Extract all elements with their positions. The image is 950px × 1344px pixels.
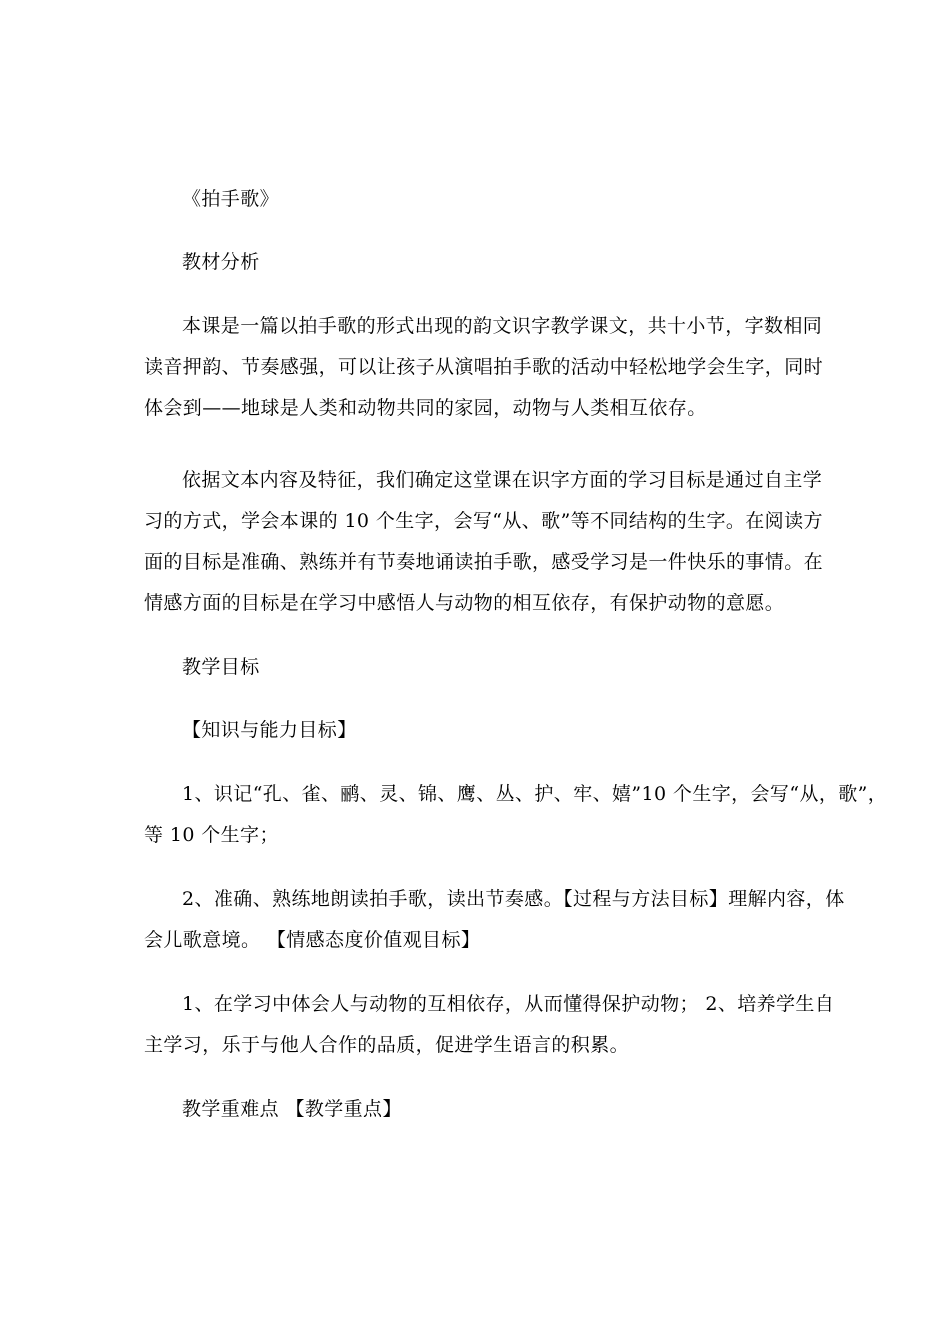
heading-teaching-focus: 教学重难点 【教学重点】 (182, 1098, 402, 1120)
goal1-line2: 等 10 个生字； (144, 824, 279, 846)
para1-line3: 体会到——地球是人类和动物共同的家园，动物与人类相互依存。 (144, 397, 707, 419)
subheading-knowledge-ability: 【知识与能力目标】 (182, 719, 357, 741)
heading-textbook-analysis: 教材分析 (182, 251, 260, 273)
heading-teaching-goals: 教学目标 (182, 656, 260, 678)
para2-line4: 情感方面的目标是在学习中感悟人与动物的相互依存，有保护动物的意愿。 (144, 592, 785, 614)
goal2-line1: 2、准确、熟练地朗读拍手歌，读出节奏感。【过程与方法目标】理解内容，体 (182, 888, 845, 910)
document-title: 《拍手歌》 (182, 188, 280, 210)
goal1-line1: 1、识记“孔、雀、鹂、灵、锦、鹰、丛、护、牢、嬉”10 个生字，会写“从，歌”， (182, 783, 888, 805)
para1-line1: 本课是一篇以拍手歌的形式出现的韵文识字教学课文，共十小节，字数相同 (182, 315, 823, 337)
para2-line1: 依据文本内容及特征，我们确定这堂课在识字方面的学习目标是通过自主学 (182, 469, 823, 491)
para2-line2: 习的方式，学会本课的 10 个生字，会写“从、歌”等不同结构的生字。在阅读方 (144, 510, 823, 532)
goal2-line2: 会儿歌意境。 【情感态度价值观目标】 (144, 929, 481, 951)
goal3-line2: 主学习，乐于与他人合作的品质，促进学生语言的积累。 (144, 1034, 630, 1056)
para1-line2: 读音押韵、节奏感强，可以让孩子从演唱拍手歌的活动中轻松地学会生字，同时 (144, 356, 824, 378)
goal3-line1: 1、在学习中体会人与动物的互相依存，从而懂得保护动物； 2、培养学生自 (182, 993, 835, 1015)
para2-line3: 面的目标是准确、熟练并有节奏地诵读拍手歌，感受学习是一件快乐的事情。在 (144, 551, 824, 573)
